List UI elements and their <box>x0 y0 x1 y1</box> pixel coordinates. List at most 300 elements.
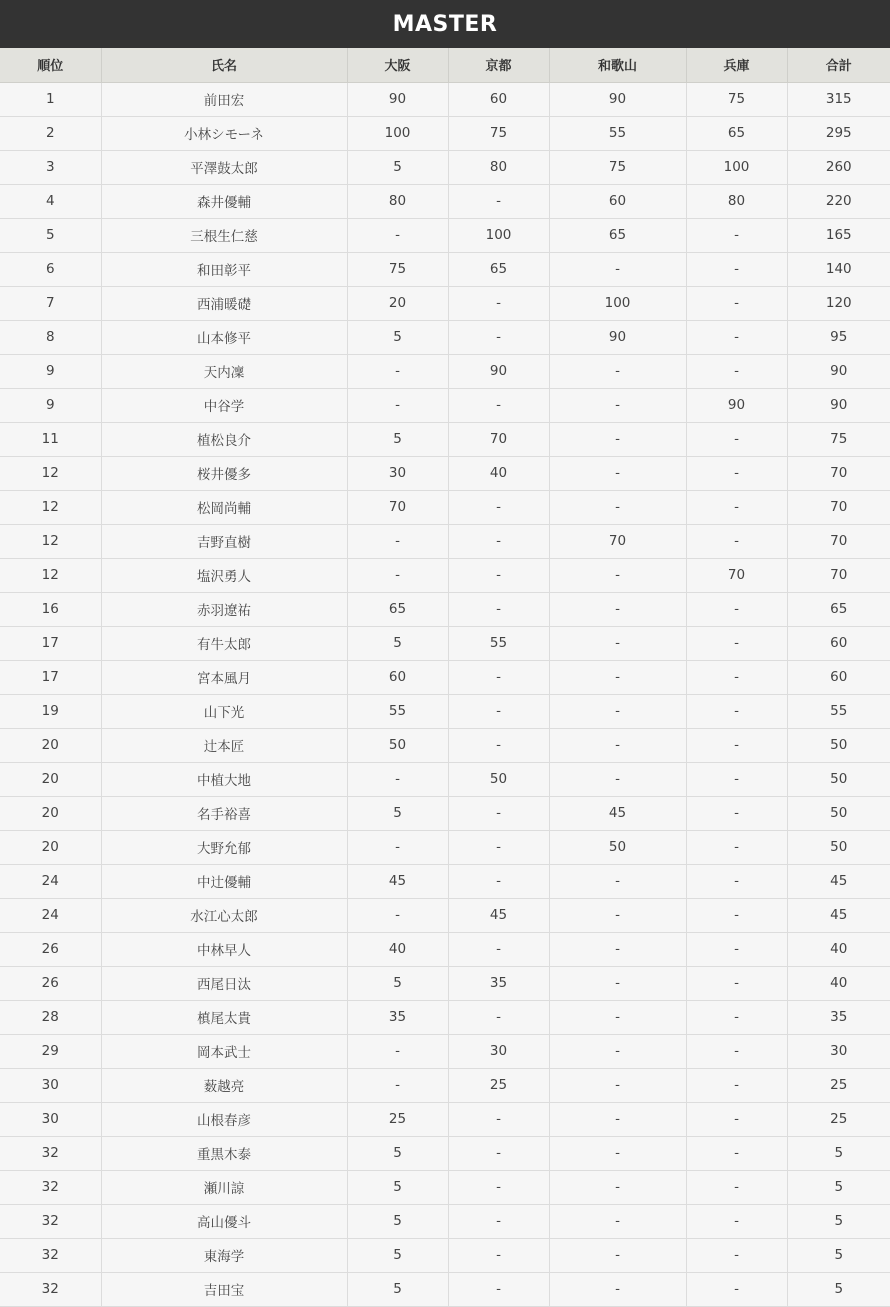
cell-hyogo: - <box>686 626 787 660</box>
cell-osaka: 5 <box>347 1170 448 1204</box>
cell-rank: 9 <box>0 388 101 422</box>
table-body <box>0 82 890 1306</box>
cell-osaka: 70 <box>347 490 448 524</box>
cell-kyoto: - <box>448 1000 549 1034</box>
cell-hyogo: - <box>686 1068 787 1102</box>
cell-wakayama: - <box>549 728 686 762</box>
table-row <box>0 694 890 728</box>
cell-osaka: 5 <box>347 1238 448 1272</box>
table-row <box>0 388 890 422</box>
table-row <box>0 456 890 490</box>
cell-name: 西尾日汰 <box>101 966 347 1000</box>
table-row <box>0 1204 890 1238</box>
cell-osaka: 5 <box>347 626 448 660</box>
cell-hyogo: - <box>686 932 787 966</box>
cell-name: 山本修平 <box>101 320 347 354</box>
cell-rank: 17 <box>0 626 101 660</box>
cell-total: 165 <box>787 218 890 252</box>
cell-wakayama: - <box>549 932 686 966</box>
cell-wakayama: 50 <box>549 830 686 864</box>
cell-name: 植松良介 <box>101 422 347 456</box>
cell-osaka: 40 <box>347 932 448 966</box>
cell-wakayama: 70 <box>549 524 686 558</box>
cell-osaka: 5 <box>347 150 448 184</box>
cell-hyogo: - <box>686 830 787 864</box>
page-title: MASTER <box>392 11 498 37</box>
cell-rank: 20 <box>0 762 101 796</box>
cell-kyoto: 70 <box>448 422 549 456</box>
cell-hyogo: - <box>686 286 787 320</box>
cell-rank: 32 <box>0 1204 101 1238</box>
cell-kyoto: - <box>448 490 549 524</box>
cell-kyoto: - <box>448 286 549 320</box>
table-row <box>0 1170 890 1204</box>
cell-osaka: - <box>347 558 448 592</box>
cell-total: 140 <box>787 252 890 286</box>
cell-wakayama: 55 <box>549 116 686 150</box>
cell-wakayama: - <box>549 1204 686 1238</box>
cell-wakayama: 65 <box>549 218 686 252</box>
cell-name: 有牛太郎 <box>101 626 347 660</box>
cell-rank: 24 <box>0 898 101 932</box>
cell-wakayama: - <box>549 1136 686 1170</box>
cell-osaka: 25 <box>347 1102 448 1136</box>
table-row <box>0 320 890 354</box>
cell-hyogo: - <box>686 1204 787 1238</box>
cell-wakayama: - <box>549 660 686 694</box>
table-row <box>0 1136 890 1170</box>
cell-name: 中植大地 <box>101 762 347 796</box>
cell-kyoto: - <box>448 184 549 218</box>
table-row <box>0 728 890 762</box>
cell-total: 50 <box>787 796 890 830</box>
cell-osaka: - <box>347 1068 448 1102</box>
cell-wakayama: 45 <box>549 796 686 830</box>
cell-rank: 20 <box>0 830 101 864</box>
table-row <box>0 1000 890 1034</box>
cell-wakayama: - <box>549 490 686 524</box>
cell-total: 260 <box>787 150 890 184</box>
cell-osaka: 5 <box>347 320 448 354</box>
column-header-total: 合計 <box>787 48 890 82</box>
title-bar <box>0 0 890 48</box>
cell-total: 35 <box>787 1000 890 1034</box>
cell-rank: 19 <box>0 694 101 728</box>
cell-hyogo: - <box>686 1034 787 1068</box>
cell-total: 65 <box>787 592 890 626</box>
cell-kyoto: - <box>448 1204 549 1238</box>
cell-kyoto: 80 <box>448 150 549 184</box>
cell-kyoto: 45 <box>448 898 549 932</box>
cell-name: 中林早人 <box>101 932 347 966</box>
cell-name: 三根生仁慈 <box>101 218 347 252</box>
cell-osaka: - <box>347 898 448 932</box>
table-row <box>0 864 890 898</box>
cell-kyoto: - <box>448 1272 549 1306</box>
cell-total: 220 <box>787 184 890 218</box>
cell-kyoto: 35 <box>448 966 549 1000</box>
cell-wakayama: - <box>549 1170 686 1204</box>
cell-total: 5 <box>787 1204 890 1238</box>
cell-total: 5 <box>787 1170 890 1204</box>
cell-wakayama: - <box>549 388 686 422</box>
table-row <box>0 796 890 830</box>
cell-kyoto: - <box>448 796 549 830</box>
table-row <box>0 660 890 694</box>
cell-total: 60 <box>787 660 890 694</box>
cell-total: 70 <box>787 524 890 558</box>
cell-name: 森井優輔 <box>101 184 347 218</box>
cell-name: 平澤鼓太郎 <box>101 150 347 184</box>
cell-total: 295 <box>787 116 890 150</box>
cell-total: 5 <box>787 1272 890 1306</box>
cell-osaka: 5 <box>347 796 448 830</box>
table-row <box>0 82 890 116</box>
cell-kyoto: - <box>448 864 549 898</box>
cell-name: 小林シモーネ <box>101 116 347 150</box>
table-row <box>0 966 890 1000</box>
cell-rank: 28 <box>0 1000 101 1034</box>
cell-name: 山根春彦 <box>101 1102 347 1136</box>
cell-name: 名手裕喜 <box>101 796 347 830</box>
cell-rank: 16 <box>0 592 101 626</box>
cell-osaka: 5 <box>347 422 448 456</box>
cell-kyoto: - <box>448 1170 549 1204</box>
cell-hyogo: - <box>686 354 787 388</box>
cell-rank: 1 <box>0 82 101 116</box>
cell-hyogo: - <box>686 966 787 1000</box>
cell-wakayama: - <box>549 558 686 592</box>
cell-osaka: 35 <box>347 1000 448 1034</box>
cell-kyoto: - <box>448 932 549 966</box>
cell-name: 辻本匠 <box>101 728 347 762</box>
cell-hyogo: - <box>686 694 787 728</box>
table-row <box>0 762 890 796</box>
cell-osaka: 5 <box>347 966 448 1000</box>
cell-osaka: 5 <box>347 1272 448 1306</box>
cell-total: 55 <box>787 694 890 728</box>
cell-total: 40 <box>787 932 890 966</box>
cell-wakayama: - <box>549 1068 686 1102</box>
table-row <box>0 422 890 456</box>
cell-rank: 20 <box>0 796 101 830</box>
cell-total: 25 <box>787 1068 890 1102</box>
cell-osaka: 5 <box>347 1204 448 1238</box>
cell-rank: 2 <box>0 116 101 150</box>
cell-hyogo: - <box>686 660 787 694</box>
cell-hyogo: - <box>686 456 787 490</box>
cell-hyogo: 65 <box>686 116 787 150</box>
cell-name: 東海学 <box>101 1238 347 1272</box>
column-header-name: 氏名 <box>101 48 347 82</box>
cell-osaka: 65 <box>347 592 448 626</box>
cell-rank: 30 <box>0 1068 101 1102</box>
cell-rank: 24 <box>0 864 101 898</box>
cell-osaka: 60 <box>347 660 448 694</box>
cell-name: 赤羽遼祐 <box>101 592 347 626</box>
cell-total: 60 <box>787 626 890 660</box>
cell-name: 吉田宝 <box>101 1272 347 1306</box>
cell-wakayama: 60 <box>549 184 686 218</box>
table-row <box>0 184 890 218</box>
cell-hyogo: - <box>686 864 787 898</box>
cell-osaka: 80 <box>347 184 448 218</box>
cell-kyoto: - <box>448 524 549 558</box>
ranking-table <box>0 48 890 1307</box>
cell-hyogo: - <box>686 796 787 830</box>
cell-osaka: 5 <box>347 1136 448 1170</box>
cell-rank: 32 <box>0 1136 101 1170</box>
column-header-osaka: 大阪 <box>347 48 448 82</box>
cell-kyoto: 25 <box>448 1068 549 1102</box>
cell-total: 90 <box>787 354 890 388</box>
cell-kyoto: 30 <box>448 1034 549 1068</box>
table-row <box>0 252 890 286</box>
cell-hyogo: - <box>686 524 787 558</box>
cell-name: 薮越亮 <box>101 1068 347 1102</box>
cell-name: 塩沢勇人 <box>101 558 347 592</box>
cell-wakayama: - <box>549 1000 686 1034</box>
cell-wakayama: - <box>549 762 686 796</box>
cell-hyogo: - <box>686 490 787 524</box>
cell-osaka: 75 <box>347 252 448 286</box>
cell-rank: 8 <box>0 320 101 354</box>
header-row <box>0 48 890 82</box>
cell-wakayama: - <box>549 1034 686 1068</box>
cell-name: 槙尾太貴 <box>101 1000 347 1034</box>
cell-kyoto: - <box>448 660 549 694</box>
cell-name: 高山優斗 <box>101 1204 347 1238</box>
cell-kyoto: 65 <box>448 252 549 286</box>
cell-wakayama: - <box>549 354 686 388</box>
table-row <box>0 218 890 252</box>
cell-wakayama: - <box>549 898 686 932</box>
cell-total: 5 <box>787 1238 890 1272</box>
cell-name: 重黒木泰 <box>101 1136 347 1170</box>
table-row <box>0 1102 890 1136</box>
table-row <box>0 490 890 524</box>
cell-name: 中谷学 <box>101 388 347 422</box>
cell-hyogo: - <box>686 252 787 286</box>
cell-kyoto: 100 <box>448 218 549 252</box>
cell-osaka: - <box>347 1034 448 1068</box>
cell-total: 90 <box>787 388 890 422</box>
cell-hyogo: 75 <box>686 82 787 116</box>
table-row <box>0 1272 890 1306</box>
column-header-rank: 順位 <box>0 48 101 82</box>
cell-name: 松岡尚輔 <box>101 490 347 524</box>
cell-wakayama: - <box>549 1102 686 1136</box>
cell-hyogo: - <box>686 320 787 354</box>
cell-name: 天内凜 <box>101 354 347 388</box>
table-row <box>0 592 890 626</box>
cell-wakayama: - <box>549 694 686 728</box>
cell-total: 315 <box>787 82 890 116</box>
cell-name: 山下光 <box>101 694 347 728</box>
cell-osaka: 30 <box>347 456 448 490</box>
cell-rank: 12 <box>0 490 101 524</box>
cell-hyogo: - <box>686 592 787 626</box>
table-row <box>0 354 890 388</box>
cell-total: 45 <box>787 864 890 898</box>
cell-kyoto: - <box>448 1102 549 1136</box>
cell-osaka: 20 <box>347 286 448 320</box>
cell-total: 30 <box>787 1034 890 1068</box>
cell-kyoto: - <box>448 694 549 728</box>
cell-kyoto: - <box>448 320 549 354</box>
cell-total: 45 <box>787 898 890 932</box>
table-row <box>0 626 890 660</box>
cell-wakayama: 90 <box>549 82 686 116</box>
column-header-wakayama: 和歌山 <box>549 48 686 82</box>
table-row <box>0 1238 890 1272</box>
cell-rank: 6 <box>0 252 101 286</box>
cell-hyogo: - <box>686 898 787 932</box>
cell-wakayama: - <box>549 1272 686 1306</box>
cell-rank: 32 <box>0 1170 101 1204</box>
cell-hyogo: - <box>686 422 787 456</box>
cell-osaka: - <box>347 830 448 864</box>
table-row <box>0 150 890 184</box>
cell-osaka: 90 <box>347 82 448 116</box>
cell-hyogo: - <box>686 1272 787 1306</box>
cell-rank: 11 <box>0 422 101 456</box>
cell-name: 桜井優多 <box>101 456 347 490</box>
cell-rank: 9 <box>0 354 101 388</box>
cell-hyogo: - <box>686 1102 787 1136</box>
cell-hyogo: - <box>686 1238 787 1272</box>
cell-rank: 3 <box>0 150 101 184</box>
cell-kyoto: - <box>448 592 549 626</box>
cell-osaka: - <box>347 354 448 388</box>
cell-hyogo: 70 <box>686 558 787 592</box>
cell-hyogo: - <box>686 762 787 796</box>
column-header-hyogo: 兵庫 <box>686 48 787 82</box>
table-row <box>0 116 890 150</box>
cell-wakayama: 100 <box>549 286 686 320</box>
cell-hyogo: 80 <box>686 184 787 218</box>
cell-hyogo: - <box>686 1170 787 1204</box>
cell-total: 70 <box>787 456 890 490</box>
cell-name: 大野允郁 <box>101 830 347 864</box>
column-header-kyoto: 京都 <box>448 48 549 82</box>
cell-rank: 30 <box>0 1102 101 1136</box>
cell-rank: 12 <box>0 558 101 592</box>
cell-name: 吉野直樹 <box>101 524 347 558</box>
cell-total: 25 <box>787 1102 890 1136</box>
cell-total: 40 <box>787 966 890 1000</box>
cell-kyoto: - <box>448 830 549 864</box>
table-row <box>0 830 890 864</box>
cell-hyogo: 100 <box>686 150 787 184</box>
cell-osaka: 45 <box>347 864 448 898</box>
cell-wakayama: - <box>549 252 686 286</box>
cell-kyoto: 90 <box>448 354 549 388</box>
cell-name: 岡本武士 <box>101 1034 347 1068</box>
cell-kyoto: - <box>448 728 549 762</box>
cell-kyoto: 55 <box>448 626 549 660</box>
table-header <box>0 48 890 82</box>
cell-osaka: - <box>347 388 448 422</box>
cell-total: 50 <box>787 830 890 864</box>
cell-osaka: 100 <box>347 116 448 150</box>
cell-name: 宮本風月 <box>101 660 347 694</box>
cell-osaka: - <box>347 524 448 558</box>
cell-name: 水江心太郎 <box>101 898 347 932</box>
table-row <box>0 286 890 320</box>
cell-name: 西浦暖礎 <box>101 286 347 320</box>
cell-hyogo: - <box>686 1000 787 1034</box>
cell-hyogo: - <box>686 218 787 252</box>
cell-kyoto: 50 <box>448 762 549 796</box>
cell-kyoto: - <box>448 1136 549 1170</box>
cell-total: 120 <box>787 286 890 320</box>
cell-rank: 7 <box>0 286 101 320</box>
cell-osaka: 50 <box>347 728 448 762</box>
table-row <box>0 1034 890 1068</box>
cell-rank: 12 <box>0 524 101 558</box>
cell-total: 70 <box>787 490 890 524</box>
cell-rank: 26 <box>0 932 101 966</box>
table-row <box>0 558 890 592</box>
cell-rank: 20 <box>0 728 101 762</box>
cell-rank: 5 <box>0 218 101 252</box>
cell-total: 95 <box>787 320 890 354</box>
cell-total: 75 <box>787 422 890 456</box>
cell-rank: 26 <box>0 966 101 1000</box>
table-row <box>0 1068 890 1102</box>
table-row <box>0 524 890 558</box>
cell-wakayama: - <box>549 592 686 626</box>
cell-name: 中辻優輔 <box>101 864 347 898</box>
cell-total: 70 <box>787 558 890 592</box>
cell-kyoto: - <box>448 1238 549 1272</box>
cell-osaka: - <box>347 762 448 796</box>
cell-hyogo: - <box>686 1136 787 1170</box>
cell-wakayama: - <box>549 422 686 456</box>
cell-kyoto: 75 <box>448 116 549 150</box>
cell-wakayama: - <box>549 1238 686 1272</box>
cell-osaka: 55 <box>347 694 448 728</box>
cell-hyogo: 90 <box>686 388 787 422</box>
cell-total: 5 <box>787 1136 890 1170</box>
cell-rank: 17 <box>0 660 101 694</box>
cell-total: 50 <box>787 728 890 762</box>
cell-rank: 29 <box>0 1034 101 1068</box>
cell-kyoto: - <box>448 558 549 592</box>
cell-rank: 32 <box>0 1238 101 1272</box>
cell-wakayama: - <box>549 456 686 490</box>
cell-osaka: - <box>347 218 448 252</box>
cell-wakayama: 75 <box>549 150 686 184</box>
cell-wakayama: - <box>549 966 686 1000</box>
cell-rank: 4 <box>0 184 101 218</box>
table-row <box>0 898 890 932</box>
cell-name: 和田彰平 <box>101 252 347 286</box>
cell-wakayama: 90 <box>549 320 686 354</box>
cell-wakayama: - <box>549 626 686 660</box>
cell-kyoto: 60 <box>448 82 549 116</box>
cell-name: 前田宏 <box>101 82 347 116</box>
cell-kyoto: - <box>448 388 549 422</box>
cell-total: 50 <box>787 762 890 796</box>
cell-rank: 12 <box>0 456 101 490</box>
cell-hyogo: - <box>686 728 787 762</box>
cell-rank: 32 <box>0 1272 101 1306</box>
cell-name: 瀬川諒 <box>101 1170 347 1204</box>
cell-wakayama: - <box>549 864 686 898</box>
table-row <box>0 932 890 966</box>
